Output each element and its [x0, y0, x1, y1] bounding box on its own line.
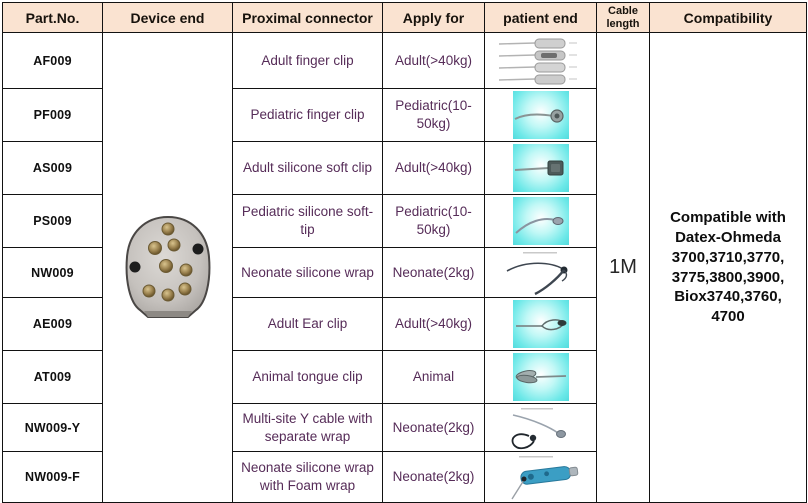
header-cable-length — [597, 3, 650, 33]
device-connector-icon — [119, 215, 217, 321]
compatibility-line: 3700,3710,3770, — [671, 248, 785, 266]
part-no-cell: AS009 — [3, 142, 103, 195]
compatibility-line: 4700 — [711, 308, 745, 326]
cable-square-sensor-icon — [513, 144, 569, 192]
apply-for-cell: Adult(>40kg) — [383, 298, 485, 351]
patient-end-cell — [485, 142, 597, 195]
patient-end-cell — [485, 404, 597, 452]
cable-length-cell: 1M — [597, 33, 650, 503]
patient-end-cell — [485, 89, 597, 142]
apply-for-cell: Neonate(2kg) — [383, 404, 485, 452]
apply-for-cell: Animal — [383, 351, 485, 404]
patient-end-cell — [485, 298, 597, 351]
device-end-cell — [103, 33, 233, 503]
ear-clip-icon — [513, 300, 569, 348]
apply-for-cell: Adult(>40kg) — [383, 33, 485, 89]
part-no-cell: PF009 — [3, 89, 103, 142]
header-cable-length-line1: Cable — [608, 5, 638, 18]
curved-cable-tip-icon — [513, 197, 569, 245]
header-cable-length-line2: length — [606, 17, 640, 30]
part-no-cell: PS009 — [3, 195, 103, 248]
proximal-connector-cell: Neonate silicone wrap with Foam wrap — [233, 452, 383, 503]
compatibility-line: Datex-Ohmeda — [675, 228, 781, 246]
table-row — [3, 33, 807, 89]
apply-for-cell: Adult(>40kg) — [383, 142, 485, 195]
part-no-cell: AT009 — [3, 351, 103, 404]
proximal-connector-cell: Adult Ear clip — [233, 298, 383, 351]
part-no-cell: AE009 — [3, 298, 103, 351]
y-cable-separate-wrap-icon — [495, 405, 587, 451]
apply-for-cell: Pediatric(10-50kg) — [383, 195, 485, 248]
compatibility-cell — [650, 33, 807, 503]
apply-for-cell: Pediatric(10-50kg) — [383, 89, 485, 142]
part-no-cell: NW009-F — [3, 452, 103, 503]
compatibility-line: Biox3740,3760, — [674, 288, 782, 306]
proximal-connector-cell: Pediatric finger clip — [233, 89, 383, 142]
patient-end-cell — [485, 452, 597, 503]
header-proximal-connector: Proximal connector — [233, 3, 383, 33]
proximal-connector-cell: Animal tongue clip — [233, 351, 383, 404]
header-part-no: Part.No. — [3, 3, 103, 33]
proximal-connector-cell: Pediatric silicone soft-tip — [233, 195, 383, 248]
header-patient-end: patient end — [485, 3, 597, 33]
part-no-cell: AF009 — [3, 33, 103, 89]
product-table — [2, 2, 807, 503]
proximal-connector-cell: Neonate silicone wrap — [233, 248, 383, 298]
compatibility-line: 3775,3800,3900, — [671, 268, 785, 286]
apply-for-cell: Neonate(2kg) — [383, 248, 485, 298]
patient-end-cell — [485, 33, 597, 89]
patient-end-cell — [485, 351, 597, 404]
proximal-connector-cell: Multi-site Y cable with separate wrap — [233, 404, 383, 452]
cable-round-sensor-icon — [513, 91, 569, 139]
patient-end-cell — [485, 248, 597, 298]
proximal-connector-cell: Adult finger clip — [233, 33, 383, 89]
proximal-connector-cell: Adult silicone soft clip — [233, 142, 383, 195]
patient-end-cell — [485, 195, 597, 248]
compatibility-line: Compatible with — [670, 209, 786, 227]
header-device-end: Device end — [103, 3, 233, 33]
four-finger-clips-icon — [497, 35, 585, 87]
apply-for-cell: Neonate(2kg) — [383, 452, 485, 503]
part-no-cell: NW009-Y — [3, 404, 103, 452]
tongue-clip-icon — [513, 353, 569, 401]
part-no-cell: NW009 — [3, 248, 103, 298]
blue-foam-wrap-icon — [495, 452, 587, 502]
header-row — [3, 3, 807, 33]
neonate-wrap-icon — [495, 249, 587, 297]
header-compatibility: Compatibility — [650, 3, 807, 33]
header-apply-for: Apply for — [383, 3, 485, 33]
